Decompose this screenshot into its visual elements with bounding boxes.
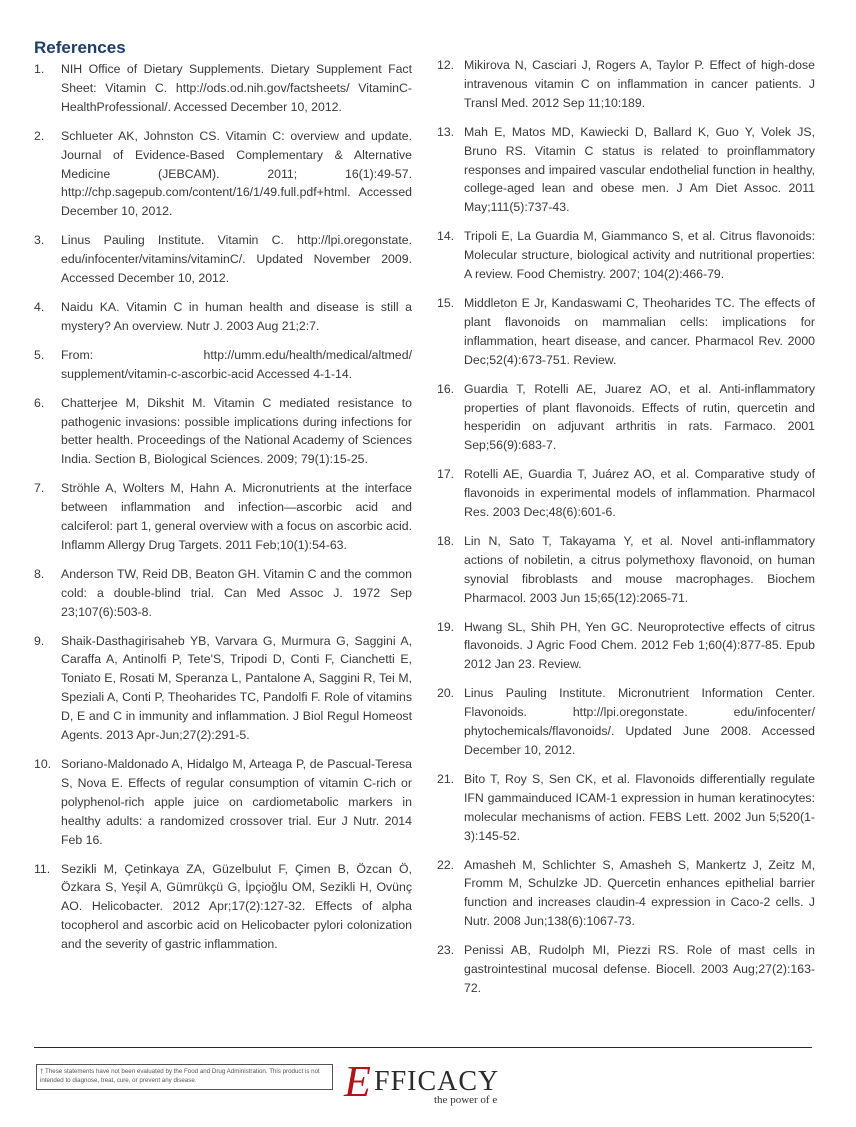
reference-number: 16. [437, 381, 455, 396]
reference-item [34, 298, 412, 336]
reference-number: 5. [34, 347, 45, 362]
reference-text: Naidu KA. Vitamin C in human health and disease is still a mystery? An overview. Nutr J. 2003 Aug 21;2:7. [61, 299, 412, 333]
reference-text: Shaik-Dasthagirisaheb YB, Varvara G, Murmura G, Saggini A, Caraffa A, Antinolfi P, Tete'S, Tripodi D, Conti F, Cianchetti E, Toniato E, Rosati M, Speranza L, Pantalone A, Saggini R, Tei M, Speziali A, Conti P, Theoharides TC, Pandolfi F. Role of vitamins D, E and C in immunity and inflammation. J Biol Regul Homeost Agents. 2013 Apr-Jun;27(2):291-5. [61, 633, 412, 743]
reference-number: 11. [34, 861, 51, 876]
reference-text: Anderson TW, Reid DB, Beaton GH. Vitamin C and the common cold: a double-blind trial. Can Med Assoc J. 1972 Sep 23;107(6):503-8. [61, 566, 412, 619]
reference-text: Guardia T, Rotelli AE, Juarez AO, et al. Anti-inflammatory properties of plant flavonoids. Effects of rutin, quercetin and hesperidin on adjuvant arthritis in rats. Farmaco. 2001 Sep;56(9):683-7. [464, 381, 815, 453]
reference-text: Amasheh M, Schlichter S, Amasheh S, Mankertz J, Zeitz M, Fromm M, Schulzke JD. Quercetin enhances epithelial barrier function and increases claudin-4 expression in Caco-2 cells. J Nutr. 2008 Jun;138(6):1067-73. [464, 857, 815, 929]
logo-tagline: the power of e [434, 1094, 498, 1106]
reference-number: 20. [437, 686, 455, 701]
reference-text: Linus Pauling Institute. Micronutrient Information Center. Flavonoids. http://lpi.oregonstate. edu/infocenter/ phytochemicals/flavonoids/. Updated June 2008. Accessed December 10, 2012. [464, 686, 815, 757]
references-left-column [34, 60, 412, 964]
reference-number: 6. [34, 395, 45, 410]
reference-text: Chatterjee M, Dikshit M. Vitamin C mediated resistance to pathogenic invasions: possible implications during infections for better health. Proceedings of the National Academy of Sciences India. Section B, Biological Sciences. 2009; 79(1):15-25. [61, 395, 412, 467]
reference-number: 10. [34, 757, 52, 771]
references-right-column [437, 56, 815, 1008]
reference-number: 13. [437, 124, 455, 139]
reference-item [437, 56, 815, 113]
reference-text: Linus Pauling Institute. Vitamin C. http://lpi.oregonstate. edu/infocenter/vitamins/vitaminC/. Updated November 2009. Accessed December 10, 2012. [61, 233, 412, 286]
reference-text: Mikirova N, Casciari J, Rogers A, Taylor P. Effect of high-dose intravenous vitamin C on inflammation in cancer patients. J Transl Med. 2012 Sep 11;10:189. [464, 58, 815, 110]
reference-number: 15. [437, 295, 455, 310]
reference-number: 21. [437, 771, 455, 786]
reference-text: Rotelli AE, Guardia T, Juárez AO, et al. Comparative study of flavonoids in experimental models of inflammation. Pharmacol Res. 2003 Dec;48(6):601-6. [464, 467, 815, 520]
reference-text: Hwang SL, Shih PH, Yen GC. Neuroprotective effects of citrus flavonoids. J Agric Food Chem. 2012 Feb 1;60(4):877-85. Epub 2012 Jan 23. Review. [464, 619, 815, 672]
reference-list-left [34, 60, 412, 954]
reference-number: 8. [34, 566, 45, 581]
reference-number: 12. [437, 58, 455, 72]
reference-item [437, 618, 815, 675]
reference-item [34, 231, 412, 288]
reference-text: Lin N, Sato T, Takayama Y, et al. Novel anti-inflammatory actions of nobiletin, a citrus polymethoxy flavonoid, on human synovial fibroblasts and mouse macrophages. Biochem Pharmacol. 2003 Jun 15;65(12):2065-71. [464, 533, 815, 605]
page-heading: References [34, 38, 126, 57]
reference-text: Bito T, Roy S, Sen CK, et al. Flavonoids differentially regulate IFN gammainduced ICAM-1 expression in human keratinocytes: molecular mechanisms of action. FEBS Lett. 2002 Jun 5;520(1-3):145-52. [464, 771, 815, 843]
fda-disclaimer: † These statements have not been evaluated by the Food and Drug Administration. This product is not intended to diagnose, treat, cure, or prevent any disease. [36, 1064, 333, 1090]
reference-number: 4. [34, 299, 45, 314]
reference-item [34, 755, 412, 850]
reference-item [437, 465, 815, 522]
reference-text: Ströhle A, Wolters M, Hahn A. Micronutrients at the interface between inflammation and infection—ascorbic acid and calciferol: part 1, general overview with a focus on ascorbic acid. Inflamm Allergy Drug Targets. 2011 Feb;10(1):54-63. [61, 481, 412, 552]
reference-number: 7. [34, 481, 45, 496]
logo-wordmark: FFICACY [374, 1066, 500, 1097]
reference-number: 14. [437, 229, 455, 244]
reference-item [34, 479, 412, 555]
reference-item [437, 123, 815, 218]
reference-text: NIH Office of Dietary Supplements. Dietary Supplement Fact Sheet: Vitamin C. http://ods.od.nih.gov/factsheets/ VitaminC-HealthProfessional/. Accessed December 10, 2012. [61, 62, 412, 114]
reference-number: 1. [34, 62, 45, 76]
reference-number: 9. [34, 633, 45, 648]
reference-text: Sezikli M, Çetinkaya ZA, Güzelbulut F, Çimen B, Özcan Ö, Özkara S, Yeşil A, Gümrükçü G, İpçioğlu OM, Sezikli H, Ovünç AO. Helicobacter. 2012 Apr;17(2):127-32. Effects of alpha tocopherol and ascorbic acid on Helicobacter pylori colonization and the severity of gastric inflammation. [61, 861, 412, 952]
efficacy-logo [344, 1057, 519, 1112]
reference-text: Soriano-Maldonado A, Hidalgo M, Arteaga P, de Pascual-Teresa S, Nova E. Effects of regular consumption of vitamin C-rich or polyphenol-rich apple juice on cardiometabolic markers in healthy adults: a randomized crossover trial. Eur J Nutr. 2014 Feb 16. [61, 757, 412, 847]
reference-number: 3. [34, 233, 45, 248]
reference-item [437, 532, 815, 608]
reference-text: From: http://umm.edu/health/medical/altmed/ supplement/vitamin-c-ascorbic-acid Accessed 4-1-14. [61, 347, 412, 381]
reference-item [437, 380, 815, 456]
logo-initial: E [344, 1057, 371, 1106]
reference-number: 22. [437, 857, 455, 872]
reference-text: Middleton E Jr, Kandaswami C, Theoharides TC. The effects of plant flavonoids on mammalian cells: implications for inflammation, heart disease, and cancer. Pharmacol Rev. 2000 Dec;52(4):673-751. Review. [464, 295, 815, 367]
reference-text: Penissi AB, Rudolph MI, Piezzi RS. Role of mast cells in gastrointestinal mucosal defense. Biocell. 2003 Aug;27(2):163-72. [464, 943, 815, 995]
reference-number: 19. [437, 619, 455, 634]
reference-number: 18. [437, 533, 455, 548]
reference-number: 2. [34, 128, 45, 143]
reference-text: Schlueter AK, Johnston CS. Vitamin C: overview and update. Journal of Evidence-Based Complementary & Alternative Medicine (JEBCAM). 2011; 16(1):49-57. http://chp.sagepub.com/content/16/1/49.full.pdf+html. Accessed December 10, 2012. [61, 128, 412, 219]
reference-item [34, 632, 412, 745]
reference-item [437, 941, 815, 998]
reference-item [34, 60, 412, 117]
footer-divider [34, 1047, 812, 1048]
reference-number: 17. [437, 467, 455, 482]
reference-item [437, 684, 815, 760]
reference-item [437, 856, 815, 932]
reference-item [34, 346, 412, 384]
reference-item [34, 127, 412, 222]
reference-item [34, 860, 412, 955]
reference-item [437, 294, 815, 370]
reference-item [34, 565, 412, 622]
reference-number: 23. [437, 943, 455, 958]
reference-list-right [437, 56, 815, 998]
reference-text: Tripoli E, La Guardia M, Giammanco S, et al. Citrus flavonoids: Molecular structure, biological activity and nutritional properties: A review. Food Chemistry. 2007; 104(2):466-79. [464, 229, 815, 282]
reference-text: Mah E, Matos MD, Kawiecki D, Ballard K, Guo Y, Volek JS, Bruno RS. Vitamin C status is related to proinflammatory responses and impaired vascular endothelial function in healthy, college-aged lean and obese men. J Am Diet Assoc. 2011 May;111(5):737-43. [464, 124, 815, 215]
reference-item [437, 770, 815, 846]
reference-item [34, 394, 412, 470]
reference-item [437, 227, 815, 284]
